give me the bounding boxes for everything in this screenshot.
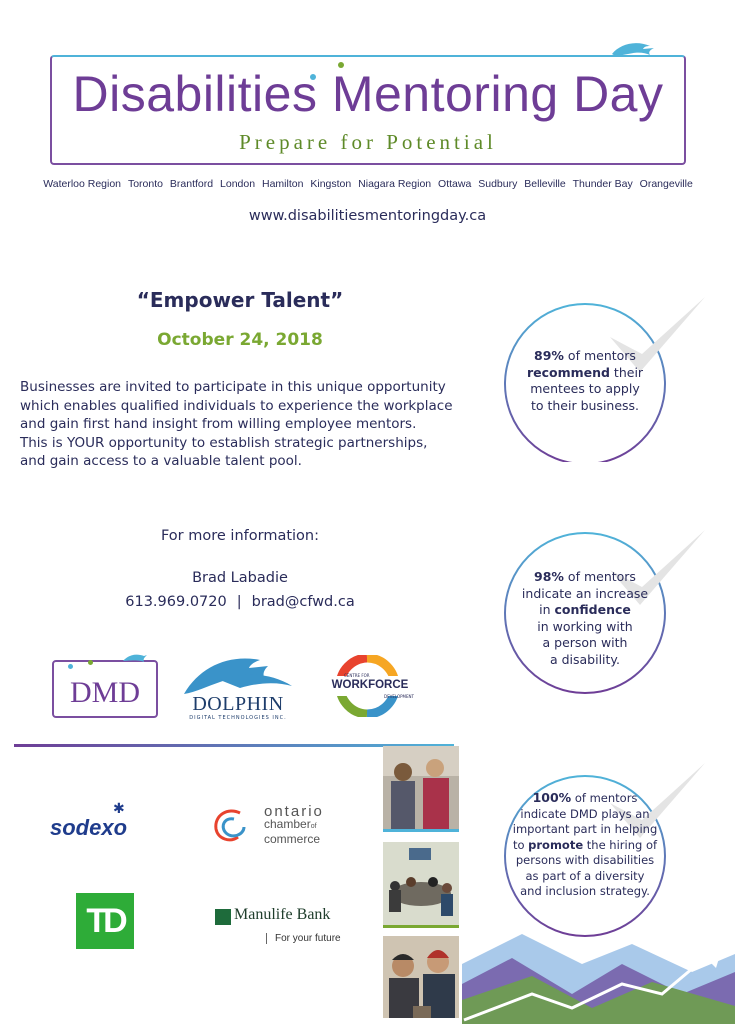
city: Orangeville xyxy=(639,178,693,190)
mountain-arrow-graphic xyxy=(462,924,735,1024)
intro-line: This is YOUR opportunity to establish strategic partnerships, xyxy=(20,434,428,451)
intro-line: and gain access to a valuable talent pool. xyxy=(20,453,302,469)
contact-details xyxy=(60,594,420,610)
dolphin-logo-text: DOLPHIN xyxy=(192,693,284,715)
dolphin-logo-subtext: DIGITAL TECHNOLOGIES INC. xyxy=(189,715,287,721)
city: Waterloo Region xyxy=(43,178,122,190)
city: Toronto xyxy=(127,178,163,190)
photo-meeting-room xyxy=(383,842,459,928)
workforce-logo-top: CENTRE FOR xyxy=(344,673,370,678)
dot-icon xyxy=(88,660,93,665)
separator: | xyxy=(236,594,242,610)
chamber-logo-icon xyxy=(210,805,260,849)
stat-text: 98% of mentors indicate an increase in confidence in working with a person with a disability. xyxy=(521,569,649,667)
contact-email[interactable]: brad@cfwd.ca xyxy=(251,594,355,610)
intro-paragraph xyxy=(20,378,470,471)
city: Brantford xyxy=(169,178,214,190)
dolphin-icon xyxy=(122,652,148,664)
dmd-logo-text: DMD xyxy=(69,676,140,709)
sodexo-star-icon: ✱ xyxy=(113,801,125,817)
intro-line: which enables qualified individuals to experience the workplace xyxy=(20,397,453,414)
website-link[interactable]: www.disabilitiesmentoringday.ca xyxy=(248,208,487,224)
intro-line: Businesses are invited to participate in this unique opportunity xyxy=(20,379,446,395)
event-slogan: “Empower Talent” xyxy=(136,288,344,312)
contact-phone[interactable]: 613.969.0720 xyxy=(125,594,227,610)
photo-mentoring-session xyxy=(383,936,459,1018)
city: Niagara Region xyxy=(358,178,432,190)
stat-circle-1 xyxy=(500,292,670,462)
stat-text: 89% of mentors recommend their mentees to apply to their business. xyxy=(526,348,644,413)
manulife-logo: Manulife Bank xyxy=(234,906,331,923)
workforce-logo-bottom: DEVELOPMENT xyxy=(384,694,414,699)
dot-icon xyxy=(68,664,73,669)
contact-heading: For more information: xyxy=(160,528,319,544)
stat-text: 100% of mentors indicate DMD plays an important part in helping to promote the hiring of persons with disabilities as part of a diversity and inclusion strategy. xyxy=(512,790,658,898)
city: Ottawa xyxy=(438,178,472,190)
event-date: October 24, 2018 xyxy=(157,330,323,350)
city: Sudbury xyxy=(478,178,518,190)
stat-circle-3 xyxy=(500,768,670,938)
photo-mentors-talking xyxy=(383,746,459,832)
intro-line: and gain first hand insight from willing employee mentors. xyxy=(20,416,417,432)
manulife-tagline: For your future xyxy=(266,933,341,944)
chamber-logo-text: ontario chamberof commerce xyxy=(264,803,324,846)
stat-circle-2 xyxy=(500,525,670,695)
page-title: Disabilities Mentoring Day xyxy=(72,66,664,122)
manulife-icon xyxy=(215,909,231,925)
city-list xyxy=(40,178,696,190)
workforce-logo-text: WORKFORCE xyxy=(331,679,409,691)
city: Thunder Bay xyxy=(572,178,633,190)
city: Hamilton xyxy=(262,178,304,190)
city: Kingston xyxy=(310,178,352,190)
dmd-logo xyxy=(52,660,158,718)
city: London xyxy=(220,178,256,190)
contact-name: Brad Labadie xyxy=(192,570,288,586)
page-subtitle: Prepare for Potential xyxy=(239,130,497,154)
dolphin-icon xyxy=(610,38,658,60)
td-logo: TD xyxy=(76,893,134,949)
city: Belleville xyxy=(524,178,566,190)
sodexo-logo: sodexo xyxy=(50,815,128,840)
